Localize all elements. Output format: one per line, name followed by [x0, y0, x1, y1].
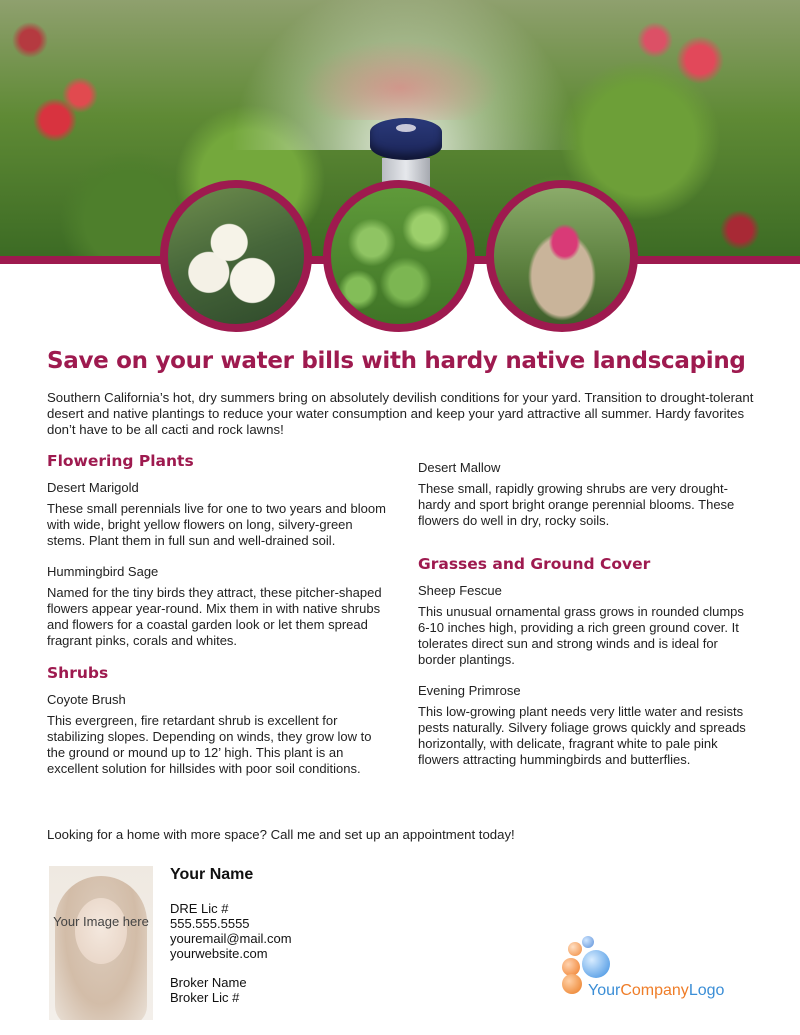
plant-name: Desert Marigold [47, 480, 139, 495]
plant-description: This evergreen, fire retardant shrub is excellent for stabilizing slopes. Depending on winds, they grow low to the ground or mound up to 12’ high. This plant is an excellent solution for hillsides with poor soil conditions. [47, 713, 372, 776]
agent-portrait-photo [49, 866, 153, 1020]
logo-dot [582, 950, 610, 978]
logo-dot [568, 942, 582, 956]
logo-word-your: Your [588, 982, 621, 999]
broker-name: Broker Name [170, 975, 247, 990]
right-column [418, 460, 758, 783]
logo-word-logo: Logo [688, 982, 725, 999]
agent-name: Your Name [170, 866, 254, 883]
call-to-action: Looking for a home with more space? Call me and set up an appointment today! [47, 827, 515, 842]
hummingbird-sage-photo [486, 180, 638, 332]
green-shrub-photo [323, 180, 475, 332]
page-title: Save on your water bills with hardy native landscaping [47, 348, 746, 374]
spacer [170, 961, 292, 975]
agent-contact-block [170, 901, 292, 1005]
plant-name: Sheep Fescue [418, 583, 502, 598]
left-column [47, 452, 387, 792]
plant-description: This unusual ornamental grass grows in rounded clumps 6-10 inches high, providing a rich green ground cover. It tolerates direct sun and strong winds and is ideal for border plantings. [418, 604, 744, 667]
agent-phone[interactable]: 555.555.5555 [170, 916, 250, 931]
broker-license: Broker Lic # [170, 990, 240, 1005]
agent-license: DRE Lic # [170, 901, 229, 916]
spray-glow [300, 40, 500, 120]
section-heading-shrubs: Shrubs [47, 664, 109, 682]
plant-name: Coyote Brush [47, 692, 126, 707]
plant-name: Evening Primrose [418, 683, 521, 698]
plant-description: These small, rapidly growing shrubs are very drought-hardy and sport bright orange perennial blooms. These flowers do well in dry, rocky soils. [418, 481, 735, 528]
agent-website[interactable]: yourwebsite.com [170, 946, 268, 961]
company-logo-text [588, 982, 724, 1000]
sprinkler-head [370, 118, 442, 160]
portrait-face [75, 898, 127, 964]
photo-placeholder-text: Your Image here [53, 914, 149, 929]
logo-dot [562, 974, 582, 994]
plant-name: Desert Mallow [418, 460, 501, 475]
agent-email[interactable]: youremail@mail.com [170, 931, 292, 946]
section-heading-flowering: Flowering Plants [47, 452, 194, 470]
logo-dot [582, 936, 594, 948]
intro-paragraph: Southern California’s hot, dry summers bring on absolutely devilish conditions for your yard. Transition to drought-tolerant desert and native plantings to reduce your water consumption and keep your yard attractive all summer. Hardy favorites don’t have to be all cacti and rock lawns! [47, 390, 754, 437]
plant-name: Hummingbird Sage [47, 564, 159, 579]
plant-description: These small perennials live for one to two years and bloom with wide, bright yellow flowers on long, silvery-green stems. Plant them in full sun and well-drained soil. [47, 501, 386, 548]
white-primrose-photo [160, 180, 312, 332]
plant-description: This low-growing plant needs very little water and resists pests naturally. Silvery foliage grows quickly and spreads horizontally, with delicate, fragrant white to pale pink flowers attracting hummingbirds and butterflies. [418, 704, 746, 767]
section-heading-grasses: Grasses and Ground Cover [418, 555, 651, 573]
plant-description: Named for the tiny birds they attract, these pitcher-shaped flowers appear year-round. Mix them in with native shrubs and flowers for a coastal garden look or let them spread fragrant pinks, corals and whites. [47, 585, 382, 648]
logo-word-company: Company [620, 982, 689, 999]
